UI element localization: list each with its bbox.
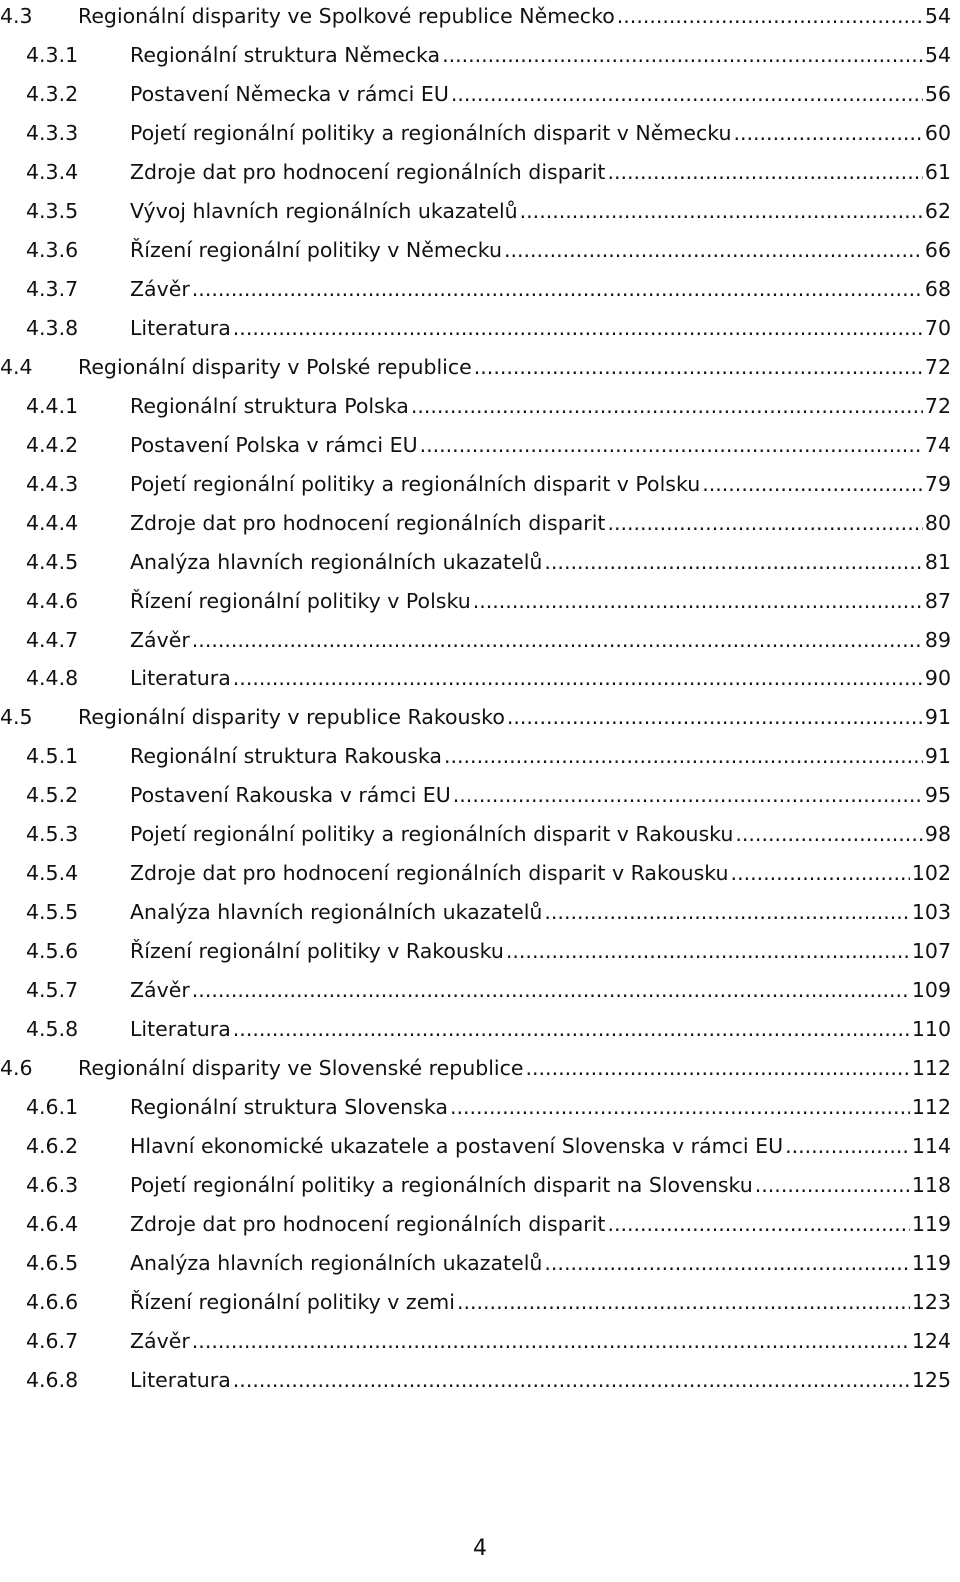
toc-entry-title: Pojetí regionální politiky a regionálních disparit v Rakousku xyxy=(130,815,733,854)
toc-entry-title: Pojetí regionální politiky a regionálních disparit na Slovensku xyxy=(130,1166,753,1205)
toc-entry-page: 118 xyxy=(911,1173,951,1198)
toc-entry-title: Regionální struktura Slovenska xyxy=(130,1088,448,1127)
toc-entry-page: 81 xyxy=(924,549,951,574)
toc-dot-leader xyxy=(420,426,923,465)
toc-entry-number: 4.6.4 xyxy=(26,1212,79,1237)
toc-entry-title: Literatura xyxy=(130,1361,231,1400)
toc-entry-page: 107 xyxy=(911,939,951,964)
toc-dot-leader xyxy=(785,1127,910,1166)
toc-entry-number: 4.3.8 xyxy=(26,315,79,340)
toc-entry-title: Regionální disparity ve Slovenské republice xyxy=(78,1049,524,1088)
toc-entry-page: 62 xyxy=(924,198,951,223)
toc-entry[interactable] xyxy=(0,192,960,231)
toc-entry-title: Řízení regionální politiky v Německu xyxy=(130,231,502,270)
toc-entry-title: Regionální disparity v republice Rakousko xyxy=(78,698,505,737)
toc-entry-number: 4.3.3 xyxy=(26,120,79,145)
toc-entry-number: 4.3.2 xyxy=(26,81,79,106)
toc-dot-leader xyxy=(507,698,923,737)
toc-entry-number: 4.6.7 xyxy=(26,1328,79,1353)
toc-entry-page: 74 xyxy=(924,432,951,457)
toc-dot-leader xyxy=(544,543,923,582)
toc-entry-number: 4.5.1 xyxy=(26,744,79,769)
toc-entry-number: 4.5.8 xyxy=(26,1017,79,1042)
toc-entry-title: Literatura xyxy=(130,1010,231,1049)
toc-entry-number: 4.3.4 xyxy=(26,159,79,184)
toc-dot-leader xyxy=(544,1244,909,1283)
toc-dot-leader xyxy=(735,815,923,854)
toc-entry-page: 91 xyxy=(924,705,951,730)
toc-dot-leader xyxy=(411,387,923,426)
toc-entry-page: 56 xyxy=(924,81,951,106)
toc-entry-page: 87 xyxy=(924,588,951,613)
toc-entry[interactable] xyxy=(0,153,960,192)
toc-entry-number: 4.4 xyxy=(0,354,33,379)
toc-entry-number: 4.6.2 xyxy=(26,1134,79,1159)
toc-entry-number: 4.4.6 xyxy=(26,588,79,613)
toc-dot-leader xyxy=(450,1088,910,1127)
toc-entry-title: Postavení Rakouska v rámci EU xyxy=(130,776,451,815)
toc-entry-page: 119 xyxy=(911,1212,951,1237)
toc-entry[interactable] xyxy=(0,659,960,698)
toc-entry[interactable] xyxy=(0,776,960,815)
toc-entry[interactable] xyxy=(0,543,960,582)
toc-entry[interactable] xyxy=(0,270,960,309)
toc-dot-leader xyxy=(617,0,923,36)
toc-entry-page: 72 xyxy=(924,354,951,379)
toc-entry-number: 4.6.3 xyxy=(26,1173,79,1198)
toc-entry-page: 90 xyxy=(924,666,951,691)
toc-entry-page: 54 xyxy=(924,42,951,67)
toc-dot-leader xyxy=(192,1322,910,1361)
toc-entry-title: Regionální disparity v Polské republice xyxy=(78,348,472,387)
toc-entry-page: 124 xyxy=(911,1328,951,1353)
toc-dot-leader xyxy=(526,1049,910,1088)
toc-entry-number: 4.5.5 xyxy=(26,900,79,925)
toc-entry-page: 119 xyxy=(911,1251,951,1275)
toc-entry-page: 80 xyxy=(924,510,951,535)
toc-entry-title: Zdroje dat pro hodnocení regionálních disparit v Rakousku xyxy=(130,854,729,893)
toc-dot-leader xyxy=(607,504,922,543)
toc-dot-leader xyxy=(233,1010,910,1049)
toc-entry-page: 54 xyxy=(924,4,951,28)
toc-entry-number: 4.6.5 xyxy=(26,1251,79,1275)
toc-entry[interactable] xyxy=(0,698,960,737)
toc-dot-leader xyxy=(192,621,923,660)
toc-entry-page: 60 xyxy=(924,120,951,145)
toc-entry-title: Analýza hlavních regionálních ukazatelů xyxy=(130,543,542,582)
toc-entry-title: Závěr xyxy=(130,971,190,1010)
toc-dot-leader xyxy=(444,737,923,776)
toc-dot-leader xyxy=(192,270,923,309)
toc-dot-leader xyxy=(506,932,910,971)
toc-entry-page: 112 xyxy=(911,1095,951,1120)
toc-entry-title: Regionální struktura Německa xyxy=(130,36,440,75)
toc-entry[interactable] xyxy=(0,1322,960,1361)
toc-entry-page: 70 xyxy=(924,315,951,340)
toc-entry-number: 4.4.5 xyxy=(26,549,79,574)
toc-entry-title: Regionální disparity ve Spolkové republice Německo xyxy=(78,0,615,36)
toc-entry[interactable] xyxy=(0,1283,960,1322)
toc-entry[interactable] xyxy=(0,1205,960,1244)
toc-entry-page: 123 xyxy=(911,1289,951,1314)
toc-entry-title: Pojetí regionální politiky a regionálních disparit v Polsku xyxy=(130,465,700,504)
toc-entry[interactable] xyxy=(0,621,960,660)
toc-dot-leader xyxy=(453,776,923,815)
toc-dot-leader xyxy=(607,1205,909,1244)
toc-entry-title: Zdroje dat pro hodnocení regionálních disparit xyxy=(130,1205,605,1244)
toc-entry[interactable] xyxy=(0,387,960,426)
toc-entry-title: Literatura xyxy=(130,309,231,348)
toc-entry[interactable] xyxy=(0,893,960,932)
toc-entry-page: 125 xyxy=(911,1367,951,1392)
toc-entry[interactable] xyxy=(0,582,960,621)
toc-entry[interactable] xyxy=(0,971,960,1010)
toc-entry-page: 91 xyxy=(924,744,951,769)
toc-entry[interactable] xyxy=(0,426,960,465)
toc-entry-title: Závěr xyxy=(130,270,190,309)
toc-dot-leader xyxy=(607,153,922,192)
toc-entry[interactable] xyxy=(0,932,960,971)
toc-entry[interactable] xyxy=(0,1244,960,1283)
toc-entry-number: 4.5.2 xyxy=(26,783,79,808)
toc-entry-number: 4.4.1 xyxy=(26,393,79,418)
toc-entry[interactable] xyxy=(0,348,960,387)
toc-entry-number: 4.4.3 xyxy=(26,471,79,496)
toc-dot-leader xyxy=(755,1166,910,1205)
page-number: 4 xyxy=(473,1536,487,1561)
toc-entry-title: Zdroje dat pro hodnocení regionálních disparit xyxy=(130,153,605,192)
toc-entry[interactable] xyxy=(0,114,960,153)
toc-dot-leader xyxy=(702,465,923,504)
toc-entry-page: 95 xyxy=(924,783,951,808)
toc-entry[interactable] xyxy=(0,309,960,348)
toc-entry-number: 4.6.6 xyxy=(26,1289,79,1314)
toc-entry-page: 110 xyxy=(911,1017,951,1042)
toc-entry-page: 102 xyxy=(911,861,951,886)
toc-entry[interactable] xyxy=(0,1361,960,1400)
toc-entry-page: 112 xyxy=(911,1056,951,1081)
toc-dot-leader xyxy=(233,1361,910,1400)
toc-entry-page: 61 xyxy=(924,159,951,184)
toc-dot-leader xyxy=(457,1283,910,1322)
toc-dot-leader xyxy=(233,659,923,698)
toc-dot-leader xyxy=(233,309,923,348)
toc-entry-number: 4.6.8 xyxy=(26,1367,79,1392)
toc-entry-title: Postavení Německa v rámci EU xyxy=(130,75,449,114)
toc-entry-number: 4.3.1 xyxy=(26,42,79,67)
toc-entry-title: Regionální struktura Polska xyxy=(130,387,409,426)
toc-entry[interactable] xyxy=(0,465,960,504)
toc-entry[interactable] xyxy=(0,1166,960,1205)
toc-entry-number: 4.3 xyxy=(0,4,33,28)
toc-dot-leader xyxy=(442,36,923,75)
toc-entry[interactable] xyxy=(0,36,960,75)
toc-entry-number: 4.5.4 xyxy=(26,861,79,886)
toc-entry-page: 98 xyxy=(924,822,951,847)
toc-dot-leader xyxy=(504,231,923,270)
toc-entry[interactable] xyxy=(0,231,960,270)
toc-entry[interactable] xyxy=(0,75,960,114)
toc-entry[interactable] xyxy=(0,1049,960,1088)
toc-entry-page: 79 xyxy=(924,471,951,496)
toc-entry-title: Řízení regionální politiky v zemi xyxy=(130,1283,455,1322)
toc-entry[interactable] xyxy=(0,0,960,36)
toc-entry-page: 66 xyxy=(924,237,951,262)
toc-dot-leader xyxy=(520,192,923,231)
toc-entry-number: 4.6.1 xyxy=(26,1095,79,1120)
toc-entry[interactable] xyxy=(0,854,960,893)
toc-entry[interactable] xyxy=(0,1088,960,1127)
toc-entry-number: 4.5.3 xyxy=(26,822,79,847)
toc-entry-page: 103 xyxy=(911,900,951,925)
toc-entry-title: Regionální struktura Rakouska xyxy=(130,737,442,776)
toc-entry-number: 4.4.4 xyxy=(26,510,79,535)
toc-entry-number: 4.5.7 xyxy=(26,978,79,1003)
toc-entry-title: Pojetí regionální politiky a regionálních disparit v Německu xyxy=(130,114,731,153)
toc-entry-title: Řízení regionální politiky v Rakousku xyxy=(130,932,504,971)
toc-entry-number: 4.5.6 xyxy=(26,939,79,964)
toc-dot-leader xyxy=(474,348,923,387)
toc-entry[interactable] xyxy=(0,1010,960,1049)
toc-dot-leader xyxy=(544,893,909,932)
toc-dot-leader xyxy=(451,75,923,114)
toc-entry-title: Analýza hlavních regionálních ukazatelů xyxy=(130,1244,542,1283)
toc-entry-page: 68 xyxy=(924,276,951,301)
toc-entry-title: Zdroje dat pro hodnocení regionálních disparit xyxy=(130,504,605,543)
toc-entry[interactable] xyxy=(0,815,960,854)
toc-dot-leader xyxy=(192,971,910,1010)
toc-entry-title: Řízení regionální politiky v Polsku xyxy=(130,582,471,621)
toc-entry[interactable] xyxy=(0,504,960,543)
toc-entry-title: Analýza hlavních regionálních ukazatelů xyxy=(130,893,542,932)
toc-entry-number: 4.4.2 xyxy=(26,432,79,457)
toc-entry-number: 4.4.7 xyxy=(26,627,79,652)
toc-entry-page: 109 xyxy=(911,978,951,1003)
toc-entry-number: 4.5 xyxy=(0,705,33,730)
toc-entry-number: 4.3.6 xyxy=(26,237,79,262)
toc-entry-number: 4.3.7 xyxy=(26,276,79,301)
toc-dot-leader xyxy=(473,582,923,621)
toc-entry-number: 4.6 xyxy=(0,1056,33,1081)
toc-entry-page: 89 xyxy=(924,627,951,652)
toc-entry-title: Literatura xyxy=(130,659,231,698)
toc-dot-leader xyxy=(731,854,910,893)
toc-entry-title: Hlavní ekonomické ukazatele a postavení Slovenska v rámci EU xyxy=(130,1127,783,1166)
toc-entry-title: Postavení Polska v rámci EU xyxy=(130,426,418,465)
toc-entry-number: 4.4.8 xyxy=(26,666,79,691)
toc-entry-page: 72 xyxy=(924,393,951,418)
toc-entry-title: Závěr xyxy=(130,621,190,660)
toc-entry-number: 4.3.5 xyxy=(26,198,79,223)
toc-entry[interactable] xyxy=(0,1127,960,1166)
toc-entry-title: Závěr xyxy=(130,1322,190,1361)
toc-entry[interactable] xyxy=(0,737,960,776)
toc-entry-title: Vývoj hlavních regionálních ukazatelů xyxy=(130,192,518,231)
toc-entry-page: 114 xyxy=(911,1134,951,1159)
toc-dot-leader xyxy=(733,114,922,153)
